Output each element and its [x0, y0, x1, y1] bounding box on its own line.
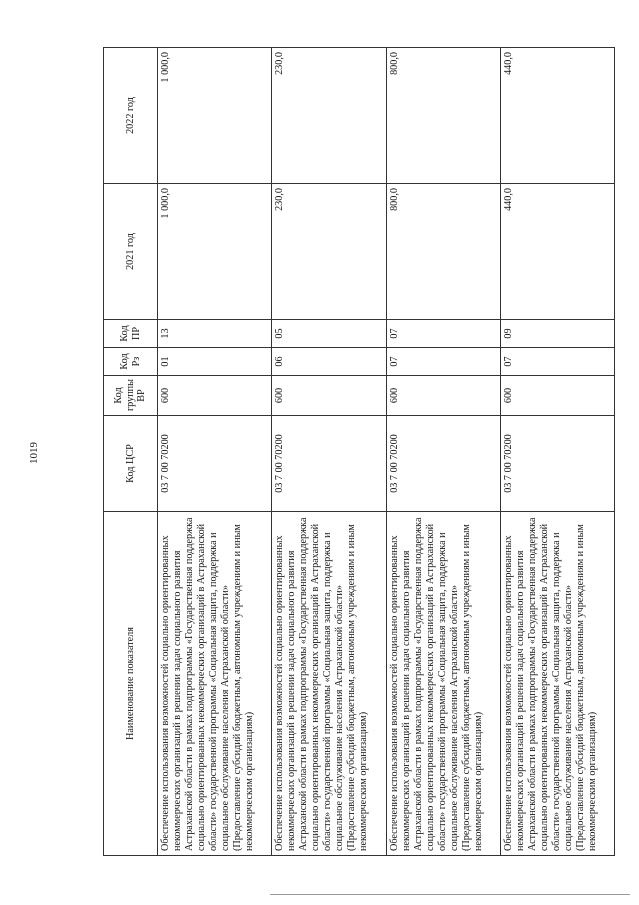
scan-edge-line — [270, 894, 630, 895]
header-2021: 2021 год — [104, 184, 158, 320]
row-rz: 01 — [158, 348, 272, 376]
row-rz: 07 — [386, 348, 500, 376]
row-csr: 03 7 00 70200 — [272, 416, 386, 512]
row-pr: 09 — [500, 320, 614, 348]
row-pr: 13 — [158, 320, 272, 348]
row-2021: 440,0 — [500, 184, 614, 320]
row-rz: 07 — [500, 348, 614, 376]
row-2021: 1 000,0 — [158, 184, 272, 320]
row-2021: 230,0 — [272, 184, 386, 320]
row-2022: 800,0 — [386, 48, 500, 184]
row-name: Обеспечение использования возможностей социально ориентированных некоммерческих организаций в решении задач социального развития Астраханской области в рамках подпрограммы «Государственная поддержка социально ориентированных некоммерческих организаций в Астраханской области» государственной программы «Социальная защита, поддержка и социальное обслуживание населения Астраханской области» (Предоставление субсидий бюджетным, автономным учреждениям и иным некоммерческим организациям) — [386, 512, 500, 856]
header-name: Наименование показателя — [104, 512, 158, 856]
row-name: Обеспечение использования возможностей социально ориентированных некоммерческих организаций в решении задач социального развития Астраханской области в рамках подпрограммы «Государственная поддержка социально ориентированных некоммерческих организаций в Астраханской области» государственной программы «Социальная защита, поддержка и социальное обслуживание населения Астраханской области» (Предоставление субсидий бюджетным, автономным учреждениям и иным некоммерческим организациям) — [158, 512, 272, 856]
row-csr: 03 7 00 70200 — [158, 416, 272, 512]
row-vr: 600 — [386, 376, 500, 416]
row-2022: 230,0 — [272, 48, 386, 184]
row-name: Обеспечение использования возможностей социально ориентированных некоммерческих организаций в решении задач социального развития Астраханской области в рамках подпрограммы «Государственная поддержка социально ориентированных некоммерческих организаций в Астраханской области» государственной программы «Социальная защита, поддержка и социальное обслуживание населения Астраханской области» (Предоставление субсидий бюджетным, автономным учреждениям и иным некоммерческим организациям) — [500, 512, 614, 856]
row-pr: 05 — [272, 320, 386, 348]
table-row — [158, 48, 272, 856]
row-vr: 600 — [500, 376, 614, 416]
row-2021: 800,0 — [386, 184, 500, 320]
table-row — [386, 48, 500, 856]
header-2022: 2022 год — [104, 48, 158, 184]
table-row — [272, 48, 386, 856]
row-csr: 03 7 00 70200 — [500, 416, 614, 512]
rotated-page-content — [103, 48, 615, 856]
row-2022: 1 000,0 — [158, 48, 272, 184]
page-number: 1019 — [28, 442, 40, 464]
budget-table — [103, 47, 615, 856]
header-vr: Код группы ВР — [104, 376, 158, 416]
header-pr: Код ПР — [104, 320, 158, 348]
row-rz: 06 — [272, 348, 386, 376]
table-row — [500, 48, 614, 856]
table-header-row — [104, 48, 158, 856]
row-vr: 600 — [272, 376, 386, 416]
header-rz: Код Рз — [104, 348, 158, 376]
row-vr: 600 — [158, 376, 272, 416]
row-name: Обеспечение использования возможностей социально ориентированных некоммерческих организаций в решении задач социального развития Астраханской области в рамках подпрограммы «Государственная поддержка социально ориентированных некоммерческих организаций в Астраханской области» государственной программы «Социальная защита, поддержка и социальное обслуживание населения Астраханской области» (Предоставление субсидий бюджетным, автономным учреждениям и иным некоммерческим организациям) — [272, 512, 386, 856]
row-2022: 440,0 — [500, 48, 614, 184]
header-csr: Код ЦСР — [104, 416, 158, 512]
row-pr: 07 — [386, 320, 500, 348]
row-csr: 03 7 00 70200 — [386, 416, 500, 512]
